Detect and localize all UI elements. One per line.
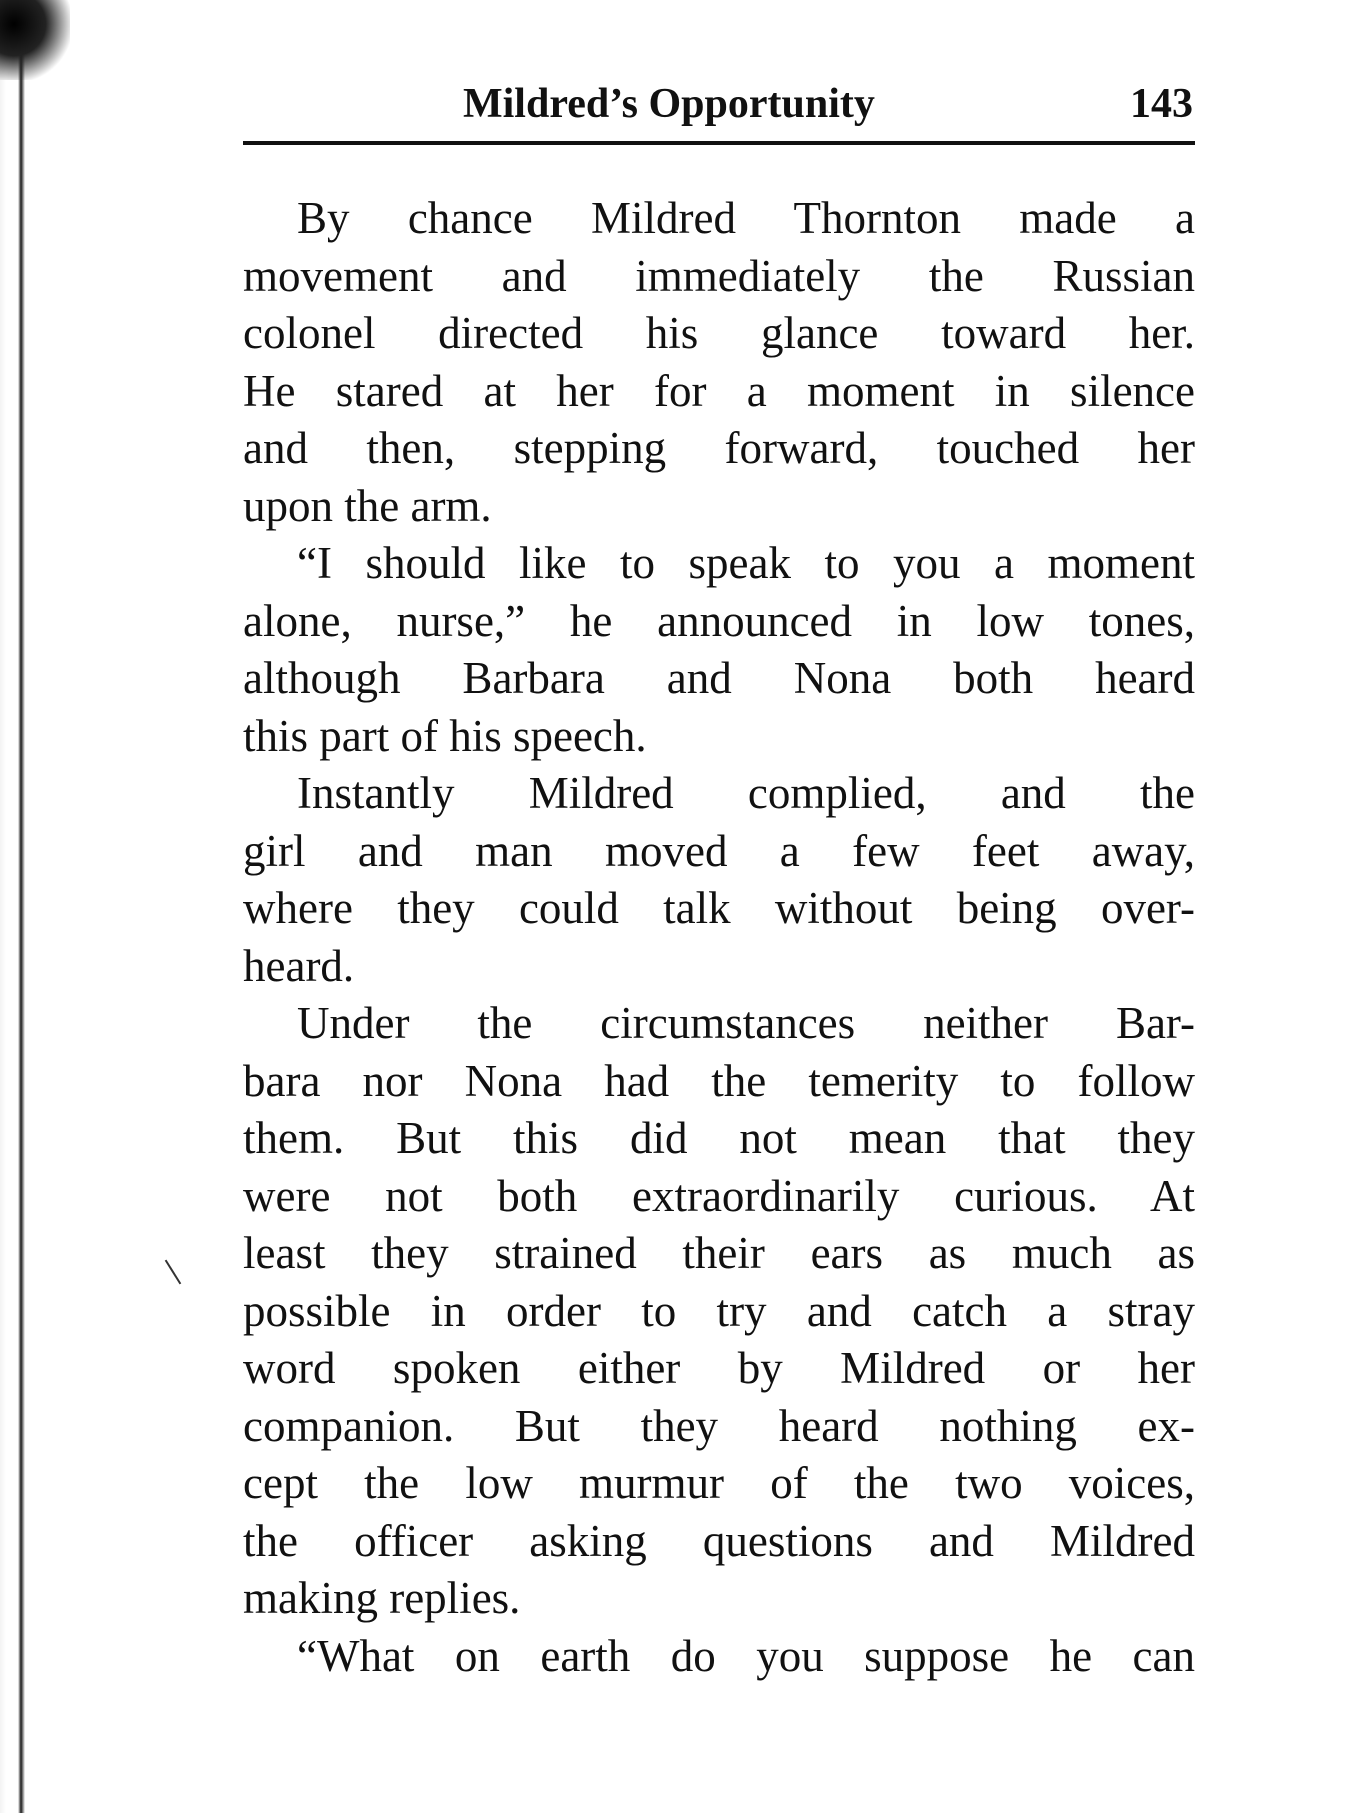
text-line: them. But this did not mean that they	[243, 1113, 1195, 1163]
text-line: bara nor Nona had the temerity to follow	[243, 1055, 1195, 1106]
text-line: alone, nurse,” he announced in low tones,	[243, 595, 1195, 646]
text-line: possible in order to try and catch a stray	[243, 1285, 1195, 1336]
stray-mark	[165, 1260, 182, 1285]
text-line: word spoken either by Mildred or her	[243, 1343, 1195, 1393]
text-line: Instantly Mildred complied, and the	[297, 768, 1195, 818]
text-line: upon the arm.	[243, 480, 492, 531]
page-number: 143	[1130, 81, 1193, 127]
text-line: least they strained their ears as much as	[243, 1228, 1195, 1278]
running-head: Mildred’s Opportunity	[463, 81, 875, 127]
scan-shadow	[0, 0, 70, 80]
text-line: “What on earth do you suppose he can	[297, 1630, 1195, 1681]
text-line: this part of his speech.	[243, 710, 647, 761]
body-text	[243, 190, 1195, 1685]
text-line: cept the low murmur of the two voices,	[243, 1458, 1195, 1508]
text-line: movement and immediately the Russian	[243, 250, 1195, 301]
text-line: making replies.	[243, 1573, 521, 1623]
text-line: By chance Mildred Thornton made a	[297, 193, 1195, 243]
page-header	[243, 80, 1193, 144]
text-line: the officer asking questions and Mildred	[243, 1515, 1195, 1566]
page-binding-edge	[0, 0, 26, 1813]
text-line: “I should like to speak to you a moment	[297, 538, 1195, 588]
text-line: and then, stepping forward, touched her	[243, 423, 1195, 473]
text-line: although Barbara and Nona both heard	[243, 653, 1195, 703]
text-line: He stared at her for a moment in silence	[243, 365, 1195, 416]
text-line: heard.	[243, 940, 355, 991]
text-line: colonel directed his glance toward her.	[243, 308, 1195, 358]
text-line: companion. But they heard nothing ex-	[243, 1400, 1195, 1451]
text-line: were not both extraordinarily curious. At	[243, 1170, 1195, 1221]
header-rule	[243, 141, 1195, 145]
text-line: girl and man moved a few feet away,	[243, 825, 1195, 876]
text-line: where they could talk without being over-	[243, 883, 1195, 933]
text-line: Under the circumstances neither Bar-	[297, 998, 1195, 1048]
